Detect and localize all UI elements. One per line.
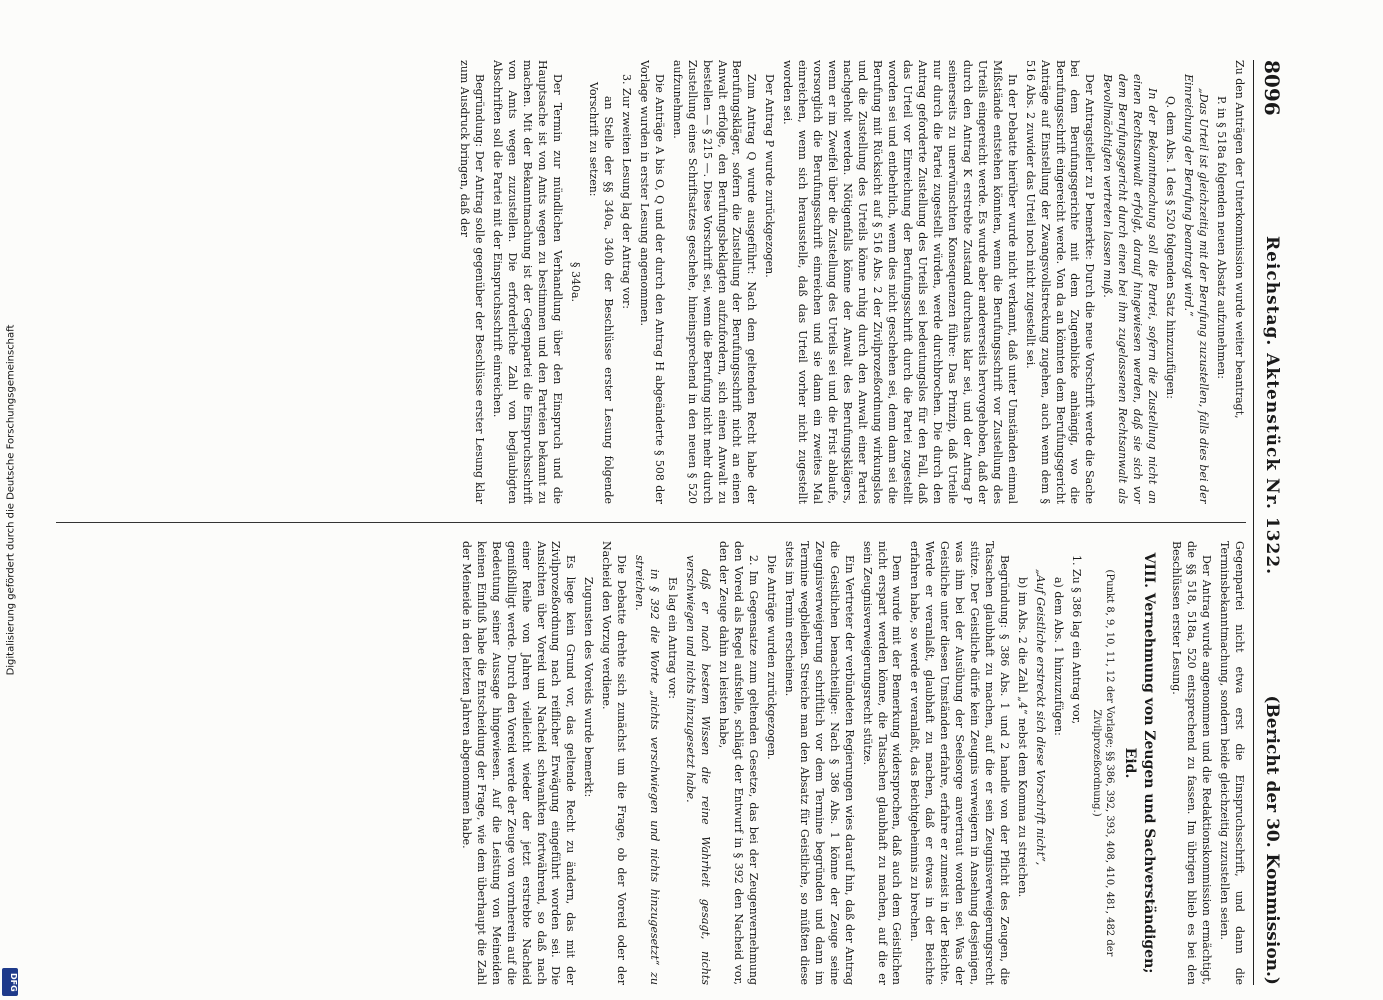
paragraph: Die Anträge A bis O, Q und der durch den Antrag H abgeänderte § 508 der Vorlage wurden in erster Lesung angenommen. [637,60,666,504]
paragraph: Der Antragsteller zu P bemerkte: Durch die neue Vorschrift werde die Sache bei dem Berufungsgerichte mit dem Zugenblicke anhängig, wo die Berufungsschrift eingereicht werde. Von da an könnten dem Berufungsgericht Anträge auf Einstellung der Zwangsvollstreckung zugehen, auch wenn dem § 516 Abs. 2 zuwider das Urteil noch nicht zugestellt sei. [1023,60,1097,504]
paragraph: a) dem Abs. 1 hinzuzufügen: [1052,577,1066,736]
paragraph: 3. Zur zweiten Lesung lag der Antrag vor: [619,74,633,309]
paragraph: Zugunsten des Voreids wurde bemerkt: [582,577,596,798]
paragraph: Dem wurde mit der Bemerkung widersprochen, daß auch dem Geistlichen nicht erspart werden könne, die Tatsachen glaubhaft zu machen, auf die er sein Zeugnisverweigerungsrecht stütze. [860,541,904,985]
paragraph: Der Antrag P wurde zurückgezogen. [763,74,777,278]
quote: „Auf Geistliche erstreckt sich diese Vorschrift nicht“, [1034,569,1048,866]
paragraph: Der Antrag wurde angenommen und die Redaktionskommission ermächtigt, die §§ 518, 518a, 520 entsprechend zu fassen. Im übrigen blieb es bei den Beschlüssen erster Lesung. [1170,541,1214,985]
chapter-heading: VIII. Vernehmung von Zeugen und Sachverständigen; Eid. [1122,552,1158,974]
quote: in § 392 die Worte „nichts verschwiegen und nichts hinzugesetzt“ zu streichen. [633,555,662,985]
paragraph: Zu den Anträgen der Unterkommission wurde weiter beantragt, [1233,60,1246,419]
text-columns [56,60,1246,985]
quote: „Das Urteil ist gleichzeitig mit der Berufung zuzustellen, falls dies bei der Einreichung der Berufung beantragt wird.“ [1182,74,1211,504]
paragraph: 2. Im Gegensatze zum geltenden Gesetze, das bei der Zeugenvernehmung den Voreid als Regel aufstelle, schlägt der Entwurf in § 392 den Nacheid vor, den der Zeuge dahin zu leisten habe, [717,541,760,985]
paragraph: Der Termin zur mündlichen Verhandlung über den Einspruch und die Hauptsache ist von Amts wegen zu bestimmen und den Parteien bekannt zu machen. Mit der Bekanntmachung ist der Gegenpartei die Einspruchsschrift von Amts wegen zuzustellen. Die erforderliche Zahl von beglaubigten Abschriften soll die Partei mit der Einspruchsschrift einreichen. [491,60,565,504]
paragraph: Q. dem Abs. 1 des § 520 folgenden Satz hinzuzufügen: [1164,96,1178,399]
paragraph: Es liege kein Grund vor, das geltende Recht zu ändern, das mit der Zivilprozeßordnung nach reiflicher Erwägung eingeführt worden sei. Die Ansichten über Voreid und Nacheid schwankten fortwährend, so daß nach einer Reihe von Jahren vielleicht wieder der jetzt erstrebte Nacheid gemißbilligt werde. Durch den Voreid werde der Zeuge von vornherein auf die Bedeutung seiner Aussage hingewiesen. Auf die Leistung von Meineiden keinen Einfluß habe die Entscheidung der Frage, wie dem überhaupt die Zahl der Meineide in den letzten Jahren abgenommen habe. [459,541,578,985]
column-left [56,60,1246,504]
header-right-title: (Bericht der 30. Kommission.) [1262,695,1282,985]
dfg-logo: DFG [2,968,18,996]
paragraph: In der Debatte hierüber wurde nicht verkannt, daß unter Umständen einmal Mißstände entstehen könnten, wenn die Berufungsschrift vor Zustellung des Urteils eingereicht werde. Es wurde aber andererseits hervorgehoben, daß der durch den Antrag K erstrebte Zustand durchaus klar sei, und der Antrag P seinerseits zu unerwünschten Konsequenzen führe: Das Prinzip, daß Urteile nur durch die Partei zugestellt würden, werde durchbrochen. Die durch den Antrag geforderte Zustellung des Urteils sei bedeutungslos für den Fall, daß das Urteil vor Einreichung der Berufungsschrift durch die Partei zugestellt worden sei und entbehrlich, wenn dies nicht geschehen sei, denn dann sei die Berufung mit Rücksicht auf § 516 Abs. 2 der Zivilprozeßordnung wirkungslos und die Zustellung des Urteils könne ruhig durch den Anwalt einer Partei nachgeholt werden. Nötigenfalls könne der Anwalt des Berufungsklägers, wenn er im Zweifel über die Zustellung des Urteils sei und die Frist ablaufe, vorsorglich die Berufungsschrift einreichen und sie dann ein zweites Mal einreichen, wenn sich herausstelle, daß das Urteil vorher nicht zugestellt worden sei. [781,60,1019,504]
running-header [1253,60,1290,985]
page-number: 8096 [1260,60,1284,116]
paragraph: Ein Vertreter der verbündeten Regierungen wies darauf hin, daß der Antrag die Geistlichen benachteilige: Nach § 386 Abs. 1 könne der Zeuge seine Zeugnisverweigerung schriftlich vor dem Termine begründen und dann im Termine wegbleiben. Streiche man den Absatz für Geistliche, so müßten diese stets im Termin erscheinen. [782,541,856,985]
paragraph: Es lag ein Antrag vor: [666,577,680,699]
side-credit [0,0,22,1000]
paragraph: Die Anträge wurden zurückgezogen. [764,555,778,760]
funding-credit: Digitalisierung gefördert durch die Deutsche Forschungsgemeinschaft [5,324,17,676]
quote: daß er nach bestem Wissen die reine Wahrheit gesagt, nichts verschwiegen und nichts hinzugesetzt habe. [684,555,713,985]
paragraph: Zum Antrag Q wurde ausgeführt: Nach dem geltenden Recht habe der Berufungskläger, sofern die Zustellung der Berufungsschrift nicht an einen Anwalt erfolge, den Berufungsbeklagten aufzufordern, sich einen Anwalt zu bestellen — § 215 —. Diese Vorschrift sei, wenn die Berufung nicht mehr durch Zustellung eines Schriftsatzes geschehe, hineinsprechend in den neuen § 520 aufzunehmen. [670,60,759,504]
chapter-subheading: (Punkt 8, 9, 10, 11, 12 der Vorlage; §§ 386, 392, 393, 408, 410, 481, 482 der Zivilprozeßordnung.) [1090,569,1116,957]
rotated-content [55,60,1290,985]
column-divider [56,522,1246,523]
header-left-title: Reichstag. Aktenstück Nr. 1322. [1262,235,1282,576]
quote: In der Bekanntmachung soll die Partei, sofern die Zustellung nicht an einen Rechtsanwalt erfolgt, darauf hingewiesen werden, daß sie sich vor dem Berufungsgericht durch einen bei ihm zugelassenen Rechtsanwalt als Bevollmächtigten vertreten lassen muß. [1101,74,1160,504]
paragraph: P. in § 518a folgenden neuen Absatz aufzunehmen: [1215,96,1229,379]
paragraph: 1. Zu § 386 lag ein Antrag vor, [1069,555,1083,725]
paragraph: b) im Abs. 2 die Zahl „4“ nebst dem Komma zu streichen. [1016,577,1030,898]
column-right [56,541,1246,985]
paragraph: an Stelle der §§ 340a, 340b der Beschlüsse erster Lesung folgende Vorschrift zu setzen: [586,82,615,504]
paragraph: Die Debatte drehte sich zunächst um die Frage, ob der Voreid oder der Nacheid den Vorzug verdiene. [600,541,629,985]
paragraph: Begründung: Der Antrag solle gegenüber der Beschlüsse erster Lesung klar zum Ausdruck bringen, daß der [458,60,487,504]
section-heading: § 340a. [568,261,582,303]
paragraph: Gegenpartei nicht etwa erst die Einspruchsschrift, und dann die Terminsbekanntmachung, sondern beide gleichzeitig zuzustellen seien. [1218,541,1246,985]
paragraph: Begründung: § 386 Abs. 1 und 2 handle von der Pflicht des Zeugen, die Tatsachen glaubhaft zu machen, auf die er sein Zeugnisverweigerungsrecht stütze. Der Geistliche dürfe kein Zeugnis verweigern in Ansehung desjenigen, was ihm bei der Ausübung der Seelsorge anvertraut worden sei. Was der Geistliche unter diesen Umständen erfahre, erfahre er zumeist in der Beichte. Werde er veranlaßt, glaubhaft zu machen, daß er etwas in der Beichte erfahren habe, so werde er veranlaßt, das Beichtgeheimnis zu brechen. [908,541,1012,985]
